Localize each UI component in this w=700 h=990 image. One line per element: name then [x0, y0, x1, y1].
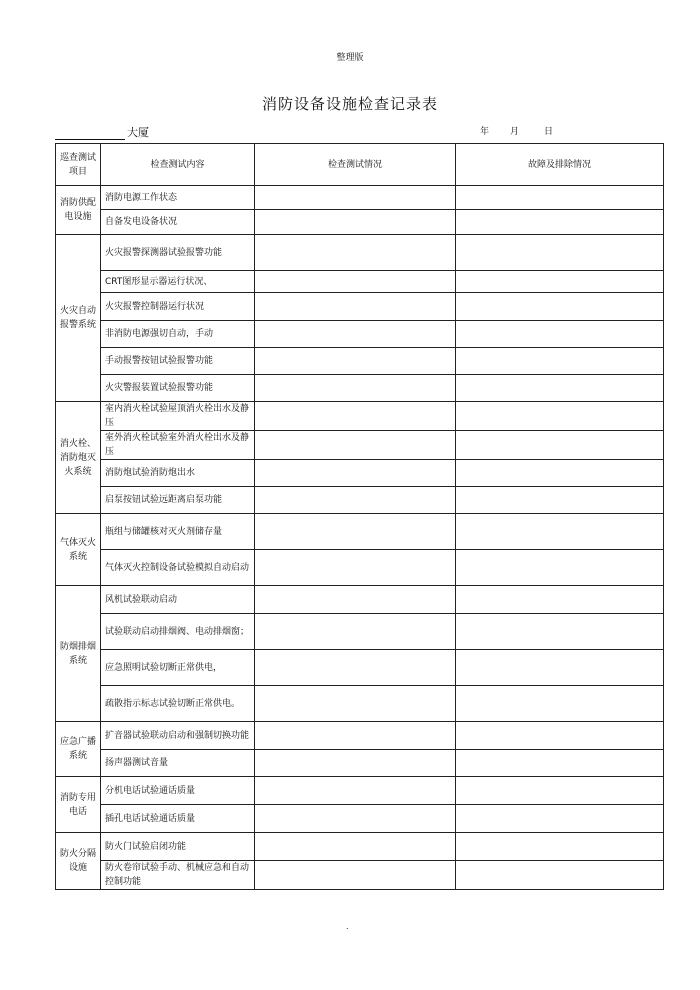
category-cell: 消火栓、消防炮灭火系统	[56, 402, 101, 514]
table-header-row	[56, 144, 664, 186]
category-cell: 防火分隔设施	[56, 833, 101, 890]
fault-handling-cell[interactable]	[456, 321, 664, 348]
table-row	[56, 487, 664, 514]
date-field	[480, 124, 600, 142]
table-row	[56, 586, 664, 614]
table-row	[56, 293, 664, 321]
check-status-cell[interactable]	[255, 805, 456, 833]
fault-handling-cell[interactable]	[456, 805, 664, 833]
table-row	[56, 348, 664, 375]
table-row	[56, 271, 664, 293]
check-content-cell: 疏散指示标志试验切断正常供电。	[101, 686, 255, 722]
fault-handling-cell[interactable]	[456, 777, 664, 805]
building-label: 大厦	[127, 126, 149, 139]
fault-handling-cell[interactable]	[456, 514, 664, 550]
fault-handling-cell[interactable]	[456, 235, 664, 271]
category-cell: 消防供配电设施	[56, 186, 101, 235]
column-header-project: 巡查测试项目	[56, 144, 101, 186]
check-content-cell: 插孔电话试验通话质量	[101, 805, 255, 833]
fault-handling-cell[interactable]	[456, 431, 664, 460]
check-content-cell: 扬声器测试音量	[101, 750, 255, 777]
building-field	[55, 124, 165, 142]
fault-handling-cell[interactable]	[456, 686, 664, 722]
building-name-blank[interactable]	[55, 129, 125, 140]
check-status-cell[interactable]	[255, 210, 456, 235]
table-row	[56, 210, 664, 235]
check-content-cell: 消防电源工作状态	[101, 186, 255, 210]
table-row	[56, 650, 664, 686]
check-content-cell: 手动报警按钮试验报警功能	[101, 348, 255, 375]
fault-handling-cell[interactable]	[456, 460, 664, 487]
check-content-cell: 自备发电设备状况	[101, 210, 255, 235]
fault-handling-cell[interactable]	[456, 750, 664, 777]
check-content-cell: 消防炮试验消防炮出水	[101, 460, 255, 487]
fault-handling-cell[interactable]	[456, 861, 664, 890]
check-content-cell: 防火卷帘试验手动、机械应急和自动控制功能	[101, 861, 255, 890]
date-day-label: 日	[544, 127, 554, 137]
check-content-cell: 试验联动启动排烟阀、电动排烟窗；	[101, 614, 255, 650]
date-month-label: 月	[510, 127, 520, 137]
table-row	[56, 550, 664, 586]
fault-handling-cell[interactable]	[456, 833, 664, 861]
date-year-label: 年	[480, 127, 490, 137]
fault-handling-cell[interactable]	[456, 586, 664, 614]
check-content-cell: 火灾警报装置试验报警功能	[101, 375, 255, 402]
column-header-fault: 故障及排除情况	[456, 144, 664, 186]
category-cell: 防烟排烟系统	[56, 586, 101, 722]
check-status-cell[interactable]	[255, 348, 456, 375]
table-row	[56, 186, 664, 210]
table-row	[56, 460, 664, 487]
table-row	[56, 375, 664, 402]
check-status-cell[interactable]	[255, 460, 456, 487]
check-status-cell[interactable]	[255, 186, 456, 210]
check-status-cell[interactable]	[255, 586, 456, 614]
inspection-table	[55, 143, 664, 890]
check-status-cell[interactable]	[255, 861, 456, 890]
table-row	[56, 722, 664, 750]
fault-handling-cell[interactable]	[456, 271, 664, 293]
fault-handling-cell[interactable]	[456, 210, 664, 235]
check-status-cell[interactable]	[255, 271, 456, 293]
check-status-cell[interactable]	[255, 235, 456, 271]
check-content-cell: 扩音器试验联动启动和强制切换功能	[101, 722, 255, 750]
header-label: 整理版	[336, 53, 364, 63]
table-body	[56, 186, 664, 890]
table-row	[56, 614, 664, 650]
check-content-cell: 应急照明试验切断正常供电，	[101, 650, 255, 686]
check-status-cell[interactable]	[255, 722, 456, 750]
form-title: 消防设备设施检查记录表	[261, 95, 438, 113]
check-status-cell[interactable]	[255, 750, 456, 777]
check-status-cell[interactable]	[255, 550, 456, 586]
fault-handling-cell[interactable]	[456, 722, 664, 750]
fault-handling-cell[interactable]	[456, 614, 664, 650]
check-status-cell[interactable]	[255, 293, 456, 321]
check-content-cell: 分机电话试验通话质量	[101, 777, 255, 805]
column-header-status: 检查测试情况	[255, 144, 456, 186]
check-status-cell[interactable]	[255, 321, 456, 348]
category-cell: 气体灭火系统	[56, 514, 101, 586]
table-row	[56, 402, 664, 431]
check-content-cell: 火灾报警探测器试验报警功能	[101, 235, 255, 271]
check-status-cell[interactable]	[255, 686, 456, 722]
table-row	[56, 514, 664, 550]
check-status-cell[interactable]	[255, 402, 456, 431]
check-content-cell: 防火门试验启闭功能	[101, 833, 255, 861]
category-cell: 应急广播系统	[56, 722, 101, 777]
check-content-cell: CRT图形显示器运行状况、	[101, 271, 255, 293]
fault-handling-cell[interactable]	[456, 402, 664, 431]
table-row	[56, 686, 664, 722]
check-status-cell[interactable]	[255, 833, 456, 861]
column-header-content: 检查测试内容	[101, 144, 255, 186]
check-status-cell[interactable]	[255, 614, 456, 650]
table-row	[56, 235, 664, 271]
table-row	[56, 321, 664, 348]
footer-mark: .	[346, 922, 349, 931]
table-row	[56, 805, 664, 833]
fault-handling-cell[interactable]	[456, 186, 664, 210]
category-cell: 消防专用电话	[56, 777, 101, 833]
fault-handling-cell[interactable]	[456, 348, 664, 375]
check-status-cell[interactable]	[255, 487, 456, 514]
category-cell: 火灾自动报警系统	[56, 235, 101, 402]
check-content-cell: 室外消火栓试验室外消火栓出水及静压	[101, 431, 255, 460]
fault-handling-cell[interactable]	[456, 650, 664, 686]
check-status-cell[interactable]	[255, 777, 456, 805]
fault-handling-cell[interactable]	[456, 550, 664, 586]
check-status-cell[interactable]	[255, 514, 456, 550]
check-status-cell[interactable]	[255, 375, 456, 402]
table-row	[56, 750, 664, 777]
fault-handling-cell[interactable]	[456, 487, 664, 514]
check-status-cell[interactable]	[255, 431, 456, 460]
check-content-cell: 气体灭火控制设备试验模拟自动启动	[101, 550, 255, 586]
table-row	[56, 861, 664, 890]
check-content-cell: 非消防电源强切自动，手动	[101, 321, 255, 348]
check-content-cell: 瓶组与储罐核对灭火剂储存量	[101, 514, 255, 550]
table-row	[56, 431, 664, 460]
check-content-cell: 启泵按钮试验远距离启泵功能	[101, 487, 255, 514]
check-status-cell[interactable]	[255, 650, 456, 686]
check-content-cell: 室内消火栓试验屋顶消火栓出水及静压	[101, 402, 255, 431]
table-row	[56, 777, 664, 805]
table-row	[56, 833, 664, 861]
fault-handling-cell[interactable]	[456, 375, 664, 402]
check-content-cell: 风机试验联动启动	[101, 586, 255, 614]
fault-handling-cell[interactable]	[456, 293, 664, 321]
check-content-cell: 火灾报警控制器运行状况	[101, 293, 255, 321]
